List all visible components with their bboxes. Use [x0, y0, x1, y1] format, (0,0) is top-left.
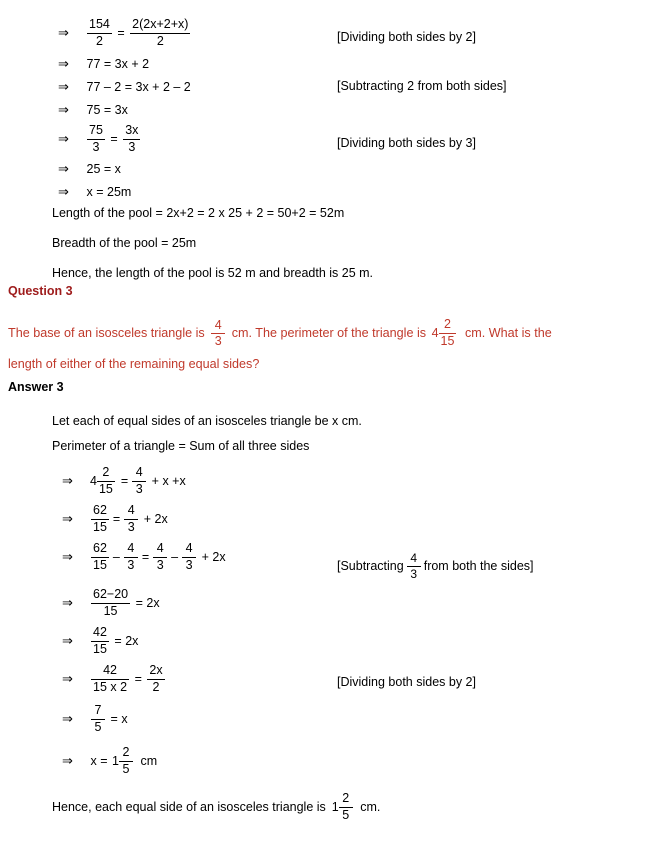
question-text-part-3: cm. What is the	[464, 326, 552, 340]
equals-sign: =	[141, 550, 150, 564]
equation-step-2	[58, 56, 152, 72]
annotation-suffix: from both the sides]	[423, 559, 534, 574]
equals-sign: =	[110, 132, 118, 146]
mixed-number-1-2-5: 1 $\frac{2}{5}$	[328, 792, 356, 822]
question-text-part-2: cm. The perimeter of the triangle is	[231, 326, 427, 340]
answer-3-heading: Answer 3	[8, 380, 64, 394]
fraction-4-over-3: $\frac{4}{3}$	[211, 319, 225, 349]
annotation-step-1: [Dividing both sides by 2]	[337, 30, 476, 44]
annotation-answer3-step-3	[337, 552, 534, 581]
implies-icon: ⇒	[58, 161, 69, 176]
equals-sign: =	[112, 512, 121, 526]
conclusion-suffix: cm.	[360, 800, 381, 814]
equation-text: 25 = x	[86, 162, 121, 176]
annotation-answer3-step-6: [Dividing both sides by 2]	[337, 675, 476, 689]
fraction-4-over-3: $\frac{4}{3}$	[182, 542, 196, 572]
pool-conclusion-line: Hence, the length of the pool is 52 m and breadth is 25 m.	[52, 266, 374, 280]
implies-icon: ⇒	[62, 671, 73, 686]
mixed-number-1-2-5: 1 $\frac{2}{5}$	[112, 746, 136, 776]
equation-step-3	[58, 79, 193, 95]
equals-sign: =	[135, 596, 143, 610]
minus-sign: –	[171, 550, 179, 564]
implies-icon: ⇒	[62, 753, 73, 768]
fraction-4-over-3: $\frac{4}{3}$	[132, 466, 146, 496]
implies-icon: ⇒	[62, 711, 73, 726]
fraction-2-over-5: $\frac{2}{5}$	[339, 792, 353, 822]
annotation-step-5: [Dividing both sides by 3]	[337, 136, 476, 150]
question-3-heading: Question 3	[8, 284, 73, 298]
equals-sign: =	[114, 634, 122, 648]
fraction-2-over-5: $\frac{2}{5}$	[119, 746, 133, 776]
answer3-step-8	[62, 746, 160, 776]
implies-icon: ⇒	[58, 79, 69, 94]
implies-icon: ⇒	[58, 56, 69, 71]
answer3-step-6	[62, 664, 168, 694]
answer-3-intro-line-1: Let each of equal sides of an isosceles triangle be x cm.	[52, 414, 362, 428]
equation-tail: 2x	[125, 634, 139, 648]
fraction-4-over-3: $\frac{4}{3}$	[124, 542, 138, 572]
equation-text: 77 – 2 = 3x + 2 – 2	[86, 80, 191, 94]
equation-step-1	[58, 18, 193, 48]
equation-lead: x =	[90, 754, 108, 768]
fraction-75-over-3: $\frac{75}{3}$	[89, 123, 103, 154]
equation-tail: + 2x	[143, 512, 168, 526]
implies-icon: ⇒	[62, 473, 73, 488]
answer3-step-1	[62, 466, 188, 496]
answer3-step-3	[62, 542, 228, 572]
fraction-4-over-3: $\frac{4}{3}$	[407, 552, 421, 581]
fraction-2-over-15: $\frac{2}{15}$	[440, 317, 455, 348]
equation-text: 77 = 3x + 2	[86, 57, 150, 71]
unit-label: cm	[140, 754, 158, 768]
annotation-step-3: [Subtracting 2 from both sides]	[337, 79, 507, 93]
question-text-part-1: The base of an isosceles triangle is	[8, 326, 205, 340]
equation-tail: + 2x	[201, 550, 226, 564]
equation-tail: x	[121, 712, 128, 726]
fraction-2-over-15: $\frac{2}{15}$	[98, 465, 113, 496]
equation-tail: + x +x	[151, 474, 186, 488]
answer3-step-7	[62, 704, 129, 734]
question-text-line-2: length of either of the remaining equal sides?	[8, 356, 260, 371]
fraction-62-minus-20-over-15: $\frac{62-20}{15}$	[93, 587, 129, 618]
mixed-number-4-2-15: 4 $\frac{2}{15}$	[90, 465, 113, 496]
answer3-step-5	[62, 626, 139, 656]
equation-text: 75 = 3x	[86, 103, 128, 117]
equation-step-7	[58, 184, 134, 200]
pool-breadth-line: Breadth of the pool = 25m	[52, 236, 197, 250]
answer-3-conclusion	[52, 792, 383, 822]
answer3-step-4	[62, 588, 161, 618]
fraction-62-over-15: $\frac{62}{15}$	[93, 541, 107, 572]
fraction-4-over-3: $\frac{4}{3}$	[124, 504, 138, 534]
annotation-prefix: [Subtracting	[337, 559, 404, 574]
equation-step-5	[58, 124, 143, 154]
fraction-42-over-15: $\frac{42}{15}$	[93, 625, 107, 656]
equation-text: x = 25m	[86, 185, 132, 199]
fraction-7-over-5: $\frac{7}{5}$	[91, 704, 105, 734]
answer-3-intro-line-2: Perimeter of a triangle = Sum of all three sides	[52, 439, 310, 453]
equals-sign: =	[117, 26, 125, 40]
fraction-62-over-15: $\frac{62}{15}$	[93, 503, 107, 534]
question-3-text	[8, 318, 638, 379]
equation-tail: 2x	[146, 596, 160, 610]
fraction-42-over-15x2: $\frac{42}{15 x 2}$	[93, 663, 128, 694]
answer3-step-2	[62, 504, 170, 534]
mixed-number-4-2-15: 4 $\frac{2}{15}$	[431, 317, 455, 348]
fraction-154-over-2: $\frac{154}{2}$	[89, 17, 110, 48]
implies-icon: ⇒	[62, 549, 73, 564]
implies-icon: ⇒	[62, 511, 73, 526]
equation-step-4	[58, 102, 130, 118]
pool-length-line: Length of the pool = 2x+2 = 2 x 25 + 2 = 50+2 = 52m	[52, 206, 345, 220]
equals-sign: =	[134, 672, 142, 686]
equals-sign: =	[110, 712, 118, 726]
fraction-4-over-3: $\frac{4}{3}$	[153, 542, 167, 572]
implies-icon: ⇒	[58, 102, 69, 117]
equals-sign: =	[120, 474, 129, 488]
implies-icon: ⇒	[58, 184, 69, 199]
fraction-2x-over-2: $\frac{2x}{2}$	[149, 663, 163, 694]
fraction-expression-over-2: $\frac{2(2x+2+x)}{2}$	[132, 17, 189, 48]
implies-icon: ⇒	[62, 633, 73, 648]
implies-icon: ⇒	[62, 595, 73, 610]
implies-icon: ⇒	[58, 25, 69, 40]
implies-icon: ⇒	[58, 131, 69, 146]
fraction-3x-over-3: $\frac{3x}{3}$	[125, 123, 139, 154]
minus-sign: –	[112, 550, 120, 564]
equation-step-6	[58, 161, 123, 177]
conclusion-prefix: Hence, each equal side of an isosceles triangle is	[52, 800, 326, 814]
